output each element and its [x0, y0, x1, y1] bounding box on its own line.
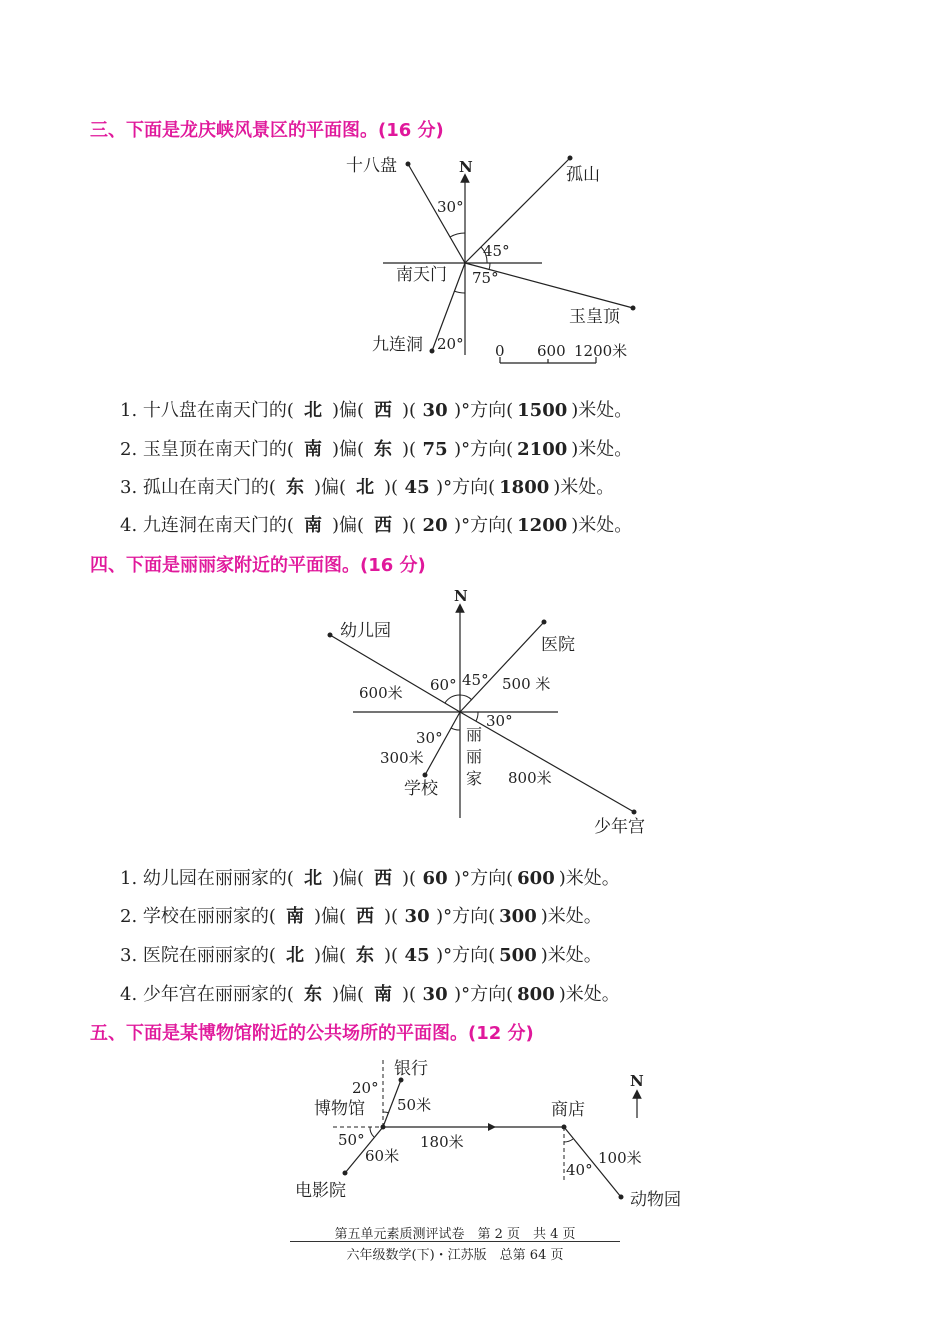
angle-60: 60°	[430, 676, 457, 694]
dist-500: 500 米	[502, 675, 551, 693]
angle-45: 45°	[483, 242, 510, 260]
footer-line-1: 第五单元素质测评试卷 第 2 页 共 4 页	[334, 1227, 576, 1242]
angle-30-east: 30°	[486, 712, 513, 730]
s4-question-1: 1. 幼儿园在丽丽家的( 北 )偏( 西 )( 60 )°方向( 600 )米处。	[120, 868, 620, 889]
place-gushan: 孤山	[566, 165, 600, 185]
north-label: N	[459, 158, 473, 176]
place-museum: 博物馆	[314, 1099, 365, 1119]
section-4-title: 四、下面是丽丽家附近的平面图。(16 分)	[90, 555, 426, 576]
angle-30: 30°	[437, 198, 464, 216]
origin-nantianmen: 南天门	[396, 265, 447, 285]
angle-30-south: 30°	[416, 729, 443, 747]
place-zoo: 动物园	[630, 1190, 681, 1210]
origin-char-2: 丽	[466, 747, 483, 766]
angle-45: 45°	[462, 671, 489, 689]
longqingxia-map	[0, 0, 950, 380]
angle-20: 20°	[437, 335, 464, 353]
angle-50: 50°	[338, 1131, 365, 1149]
north-label: N	[454, 587, 468, 605]
lili-home-map	[0, 580, 950, 840]
place-youth-palace: 少年宫	[594, 817, 645, 837]
place-school: 学校	[404, 779, 438, 799]
footer-line-2: 六年级数学(下)・江苏版 总第 64 页	[346, 1248, 564, 1263]
place-jiuliandong: 九连洞	[372, 335, 423, 355]
dist-600: 600米	[359, 684, 403, 702]
dist-100: 100米	[598, 1149, 642, 1167]
place-kindergarten: 幼儿园	[340, 621, 391, 641]
dist-800: 800米	[508, 769, 552, 787]
scale-600: 600	[537, 342, 566, 360]
section-5-title: 五、下面是某博物馆附近的公共场所的平面图。(12 分)	[90, 1023, 534, 1044]
place-hospital: 医院	[541, 635, 575, 655]
place-cinema: 电影院	[295, 1181, 346, 1201]
dist-60: 60米	[365, 1147, 400, 1165]
origin-char-3: 家	[466, 769, 483, 788]
place-shibapan: 十八盘	[346, 156, 397, 176]
scale-0: 0	[495, 342, 505, 360]
angle-20: 20°	[352, 1079, 379, 1097]
s4-question-4: 4. 少年宫在丽丽家的( 东 )偏( 南 )( 30 )°方向( 800 )米处。	[120, 984, 620, 1005]
museum-route-map	[0, 1050, 950, 1220]
place-yuhuangding: 玉皇顶	[569, 307, 620, 327]
s3-question-1: 1. 十八盘在南天门的( 北 )偏( 西 )( 30 )°方向( 1500 )米处。	[120, 396, 632, 422]
s3-question-2: 2. 玉皇顶在南天门的( 南 )偏( 东 )( 75 )°方向( 2100 )米处。	[120, 439, 633, 460]
angle-75: 75°	[472, 269, 499, 287]
s3-question-3: 3. 孤山在南天门的( 东 )偏( 北 )( 45 )°方向( 1800 )米处。	[120, 477, 615, 498]
scale-1200: 1200米	[574, 342, 628, 360]
dist-180: 180米	[420, 1133, 464, 1151]
place-shop: 商店	[551, 1100, 585, 1120]
section-3-title: 三、下面是龙庆峡风景区的平面图。(16 分)	[90, 120, 444, 141]
north-label: N	[630, 1072, 644, 1090]
answer-direction-1: 北	[303, 400, 322, 421]
dist-300: 300米	[380, 749, 424, 767]
origin-char-1: 丽	[466, 725, 483, 744]
footer-rule	[290, 1241, 620, 1242]
place-bank: 银行	[394, 1059, 428, 1079]
s3-question-4: 4. 九连洞在南天门的( 南 )偏( 西 )( 20 )°方向( 1200 )米处。	[120, 515, 633, 536]
dist-50: 50米	[397, 1096, 432, 1114]
angle-40: 40°	[566, 1161, 593, 1179]
ray-hospital	[460, 622, 544, 712]
s4-question-2: 2. 学校在丽丽家的( 南 )偏( 西 )( 30 )°方向( 300 )米处。	[120, 906, 602, 927]
s4-question-3: 3. 医院在丽丽家的( 北 )偏( 东 )( 45 )°方向( 500 )米处。	[120, 945, 602, 966]
